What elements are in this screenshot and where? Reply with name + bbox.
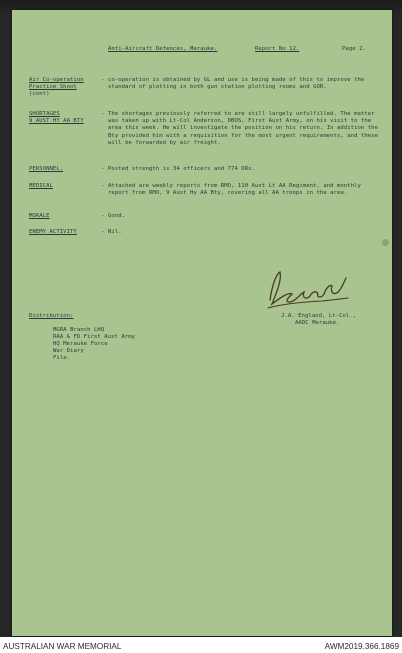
section-label-cont: (cont) (29, 91, 50, 97)
section-label-practice-shoot: Practice Shoot (29, 84, 77, 90)
document-title: Anti-Aircraft Defences, Merauke. (108, 46, 218, 52)
distribution-item: HQ Merauke Force (53, 341, 108, 347)
section-text-personnel: Posted strength is 34 officers and 774 ORs. (108, 166, 255, 172)
section-text-morale: Good. (108, 213, 126, 219)
distribution-item: RAA & FD First Aust Army (53, 334, 136, 340)
page-number: Page 2. (342, 46, 366, 52)
section-label-air-cooperation: Air Co-operation (29, 77, 84, 83)
institution-name: AUSTRALIAN WAR MEMORIAL (3, 642, 122, 651)
punch-hole (382, 239, 389, 246)
section-label-personnel: PERSONNEL. (29, 166, 64, 172)
distribution-item: File. (53, 355, 71, 361)
dash: - (101, 229, 105, 235)
dash: - (101, 166, 105, 172)
section-text-shortages: The shortages previously referred to are still largely unfulfilled. The matter was taken up with Lt-Col Anderson, DBOS, First Aust Army, on his visit to the area this week. He will investigate the position on his return. In addition the Bty provided him with a requisition for the most urgent requirements, and these will be forwarded by air freight. (108, 111, 378, 146)
dash: - (101, 111, 105, 117)
section-label-enemy-activity: ENEMY ACTIVITY (29, 229, 77, 235)
section-text-air-cooperation: co-operation is obtained by GL and use is being made of this to improve the standard of plotting in both gun station plotting rooms and GOR. (108, 77, 365, 91)
distribution-heading: Distribution: (29, 313, 74, 319)
section-label-battery: 9 AUST HY AA BTY (29, 118, 84, 124)
section-text-medical: Attached are weekly reports from RMO, 110 Aust Lt AA Regiment, and monthly report from RMO, 9 Aust Hy AA Bty, covering all AA troops in the area. (108, 183, 361, 197)
distribution-item: War Diary (53, 348, 84, 354)
signatory-title: AADC Merauke. (295, 320, 340, 326)
section-text-enemy-activity: Nil. (108, 229, 122, 235)
archive-footer (0, 637, 402, 653)
handwritten-signature (262, 268, 352, 316)
dash: - (101, 77, 105, 83)
report-number: Report No 12. (255, 46, 300, 52)
signatory-name: J.A. England, Lt-Col., (281, 313, 357, 319)
distribution-item: MGRA Branch LHQ (53, 327, 105, 333)
accession-number: AWM2019.366.1869 (324, 642, 399, 651)
dash: - (101, 213, 105, 219)
section-label-morale: MORALE (29, 213, 50, 219)
section-label-shortages: SHORTAGES (29, 111, 60, 117)
dash: - (101, 183, 105, 189)
section-label-medical: MEDICAL (29, 183, 53, 189)
